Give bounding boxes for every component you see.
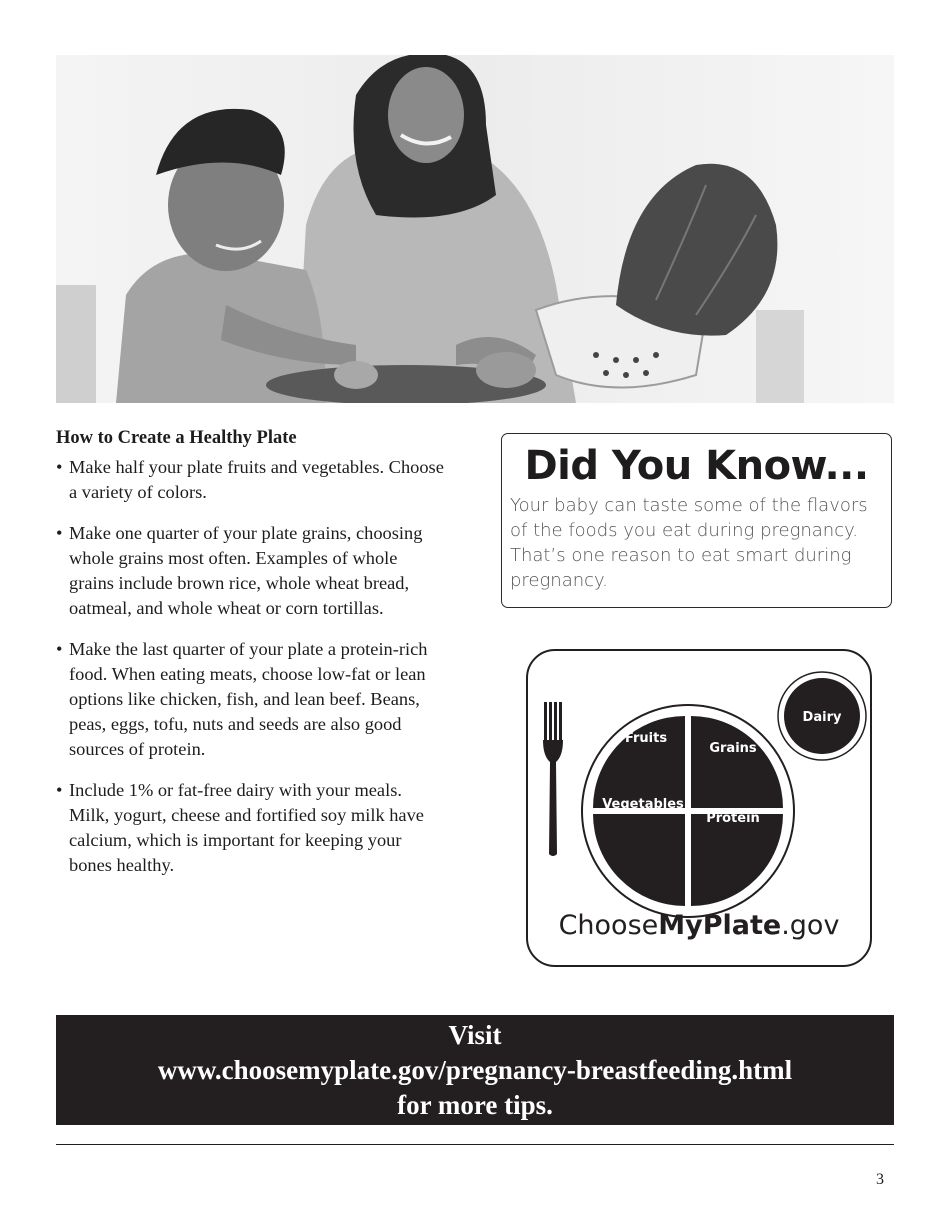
myplate-logo <box>522 646 876 972</box>
list-item: • Make one quarter of your plate grains, choosing whole grains most often. Examples of whole grains include brown rice, whole wheat bread, oatmeal, and whole wheat or corn tortillas. <box>56 521 446 621</box>
hero-photo <box>56 55 894 403</box>
vegetables-label: Vegetables <box>602 797 684 812</box>
protein-label: Protein <box>706 811 760 826</box>
section-heading: How to Create a Healthy Plate <box>56 428 297 448</box>
dairy-label: Dairy <box>802 710 842 725</box>
did-you-know-title: Did You Know... <box>524 443 869 489</box>
did-you-know-box <box>501 433 892 608</box>
list-item: • Include 1% or fat-free dairy with your meals. Milk, yogurt, cheese and fortified soy milk have calcium, which is important for keeping your bones healthy. <box>56 778 446 878</box>
list-item: • Make half your plate fruits and vegetables. Choose a variety of colors. <box>56 455 446 505</box>
healthy-plate-section <box>56 428 446 894</box>
fruits-label: Fruits <box>624 731 668 746</box>
footer-divider <box>56 1144 894 1145</box>
tips-list <box>56 455 446 878</box>
banner-line-visit: Visit <box>448 1020 502 1050</box>
page-number: 3 <box>876 1171 884 1188</box>
banner-url-link[interactable]: www.choosemyplate.gov/pregnancy-breastfeeding.html <box>157 1055 793 1085</box>
did-you-know-body: Your baby can taste some of the flavors of the foods you eat during pregnancy. That’s one reason to eat smart during pregnancy. <box>510 495 868 591</box>
visit-banner <box>56 1015 894 1125</box>
list-item: • Make the last quarter of your plate a protein-rich food. When eating meats, choose low-fat or lean options like chicken, fish, and lean beef. Beans, peas, eggs, tofu, nuts and seeds are also good sources of protein. <box>56 637 446 762</box>
banner-line-tips: for more tips. <box>397 1090 553 1120</box>
myplate-wordmark: ChooseMyPlate.gov <box>558 910 840 941</box>
grains-label: Grains <box>709 741 757 756</box>
photo-mother-child-cooking-icon <box>56 55 894 403</box>
myplate-icon <box>522 646 876 972</box>
